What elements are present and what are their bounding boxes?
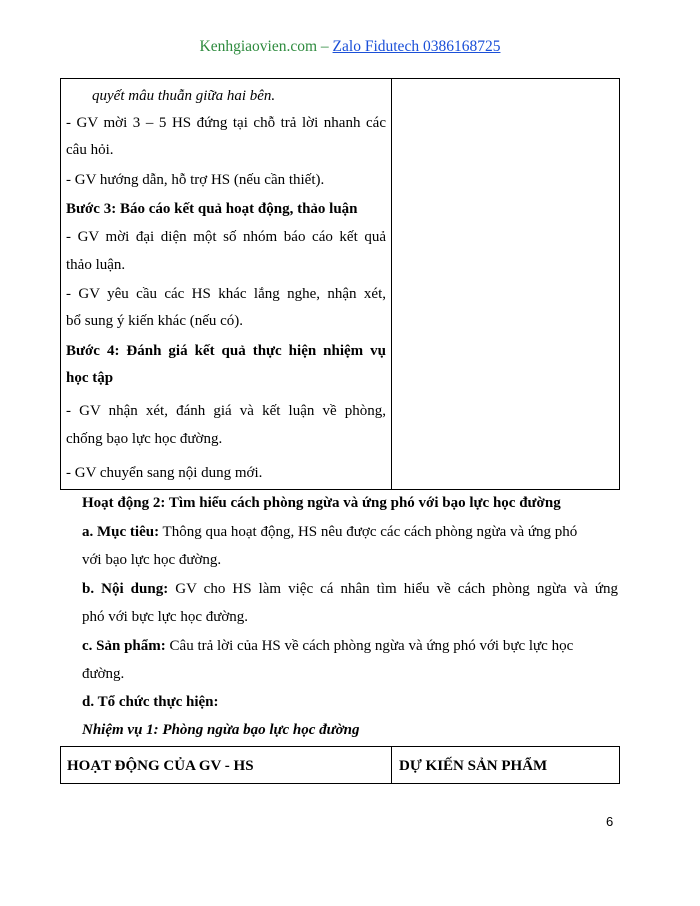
table-line-8: bổ sung ý kiến khác (nếu có).	[66, 313, 244, 329]
task-label: Nhiệm vụ 1: Phòng ngừa bạo lực học đường	[82, 722, 360, 738]
table-line-3: - GV hướng dẫn, hỗ trợ HS (nếu cần thiết).	[66, 172, 325, 188]
objective-text: Thông qua hoạt động, HS nêu được các cách phòng ngừa và ứng phó	[159, 524, 578, 540]
content-label: b. Nội dung:	[82, 581, 169, 597]
table-line-6: thảo luận.	[66, 257, 126, 273]
page-number: 6	[606, 814, 614, 829]
column-header-activities: HOẠT ĐỘNG CỦA GV - HS	[67, 758, 254, 774]
content-line1	[82, 579, 618, 599]
table-line-9: Bước 4: Đánh giá kết quả thực hiện nhiệm vụ	[66, 343, 386, 359]
header-contact-link[interactable]: Zalo Fidutech 0386168725	[332, 38, 501, 55]
objective-label: a. Mục tiêu:	[82, 524, 160, 540]
header-site: Kenhgiaovien.com	[199, 38, 318, 55]
objective-line1	[82, 522, 618, 542]
table-line-0: quyết mâu thuẫn giữa hai bên.	[92, 88, 276, 104]
table-column-divider	[391, 747, 392, 783]
table-line-4: Bước 3: Báo cáo kết quả hoạt động, thảo luận	[66, 201, 358, 217]
organize-label: d. Tổ chức thực hiện:	[82, 694, 219, 710]
objective-line2: với bạo lực học đường.	[82, 552, 222, 568]
content-line2: phó với bực lực học đường.	[82, 609, 249, 625]
product-line2: đường.	[82, 666, 125, 682]
table-line-2: câu hỏi.	[66, 142, 114, 158]
table-line-13: - GV chuyển sang nội dung mới.	[66, 465, 263, 481]
table-line-7: - GV yêu cầu các HS khác lắng nghe, nhận xét,	[66, 286, 386, 302]
product-line1	[82, 636, 618, 656]
activity-heading: Hoạt động 2: Tìm hiểu cách phòng ngừa và ứng phó với bạo lực học đường	[82, 495, 561, 511]
table-line-5: - GV mời đại diện một số nhóm báo cáo kết quả	[66, 229, 386, 245]
content-text: GV cho HS làm việc cá nhân tìm hiểu về cách phòng ngừa và ứng	[168, 581, 618, 597]
page-header	[0, 38, 700, 56]
task-table-header	[60, 746, 620, 784]
product-text: Câu trả lời của HS về cách phòng ngừa và ứng phó với bực lực học	[165, 638, 574, 654]
product-label: c. Sản phẩm:	[82, 638, 166, 654]
table-column-divider	[391, 79, 392, 489]
activity-table-continued	[60, 78, 620, 490]
header-separator: –	[317, 38, 333, 55]
table-line-12: chống bạo lực học đường.	[66, 431, 223, 447]
table-line-11: - GV nhận xét, đánh giá và kết luận về phòng,	[66, 403, 386, 419]
table-line-10: học tập	[66, 370, 114, 386]
table-line-1: - GV mời 3 – 5 HS đứng tại chỗ trả lời nhanh các	[66, 115, 386, 131]
column-header-products: DỰ KIẾN SẢN PHẨM	[399, 758, 548, 774]
